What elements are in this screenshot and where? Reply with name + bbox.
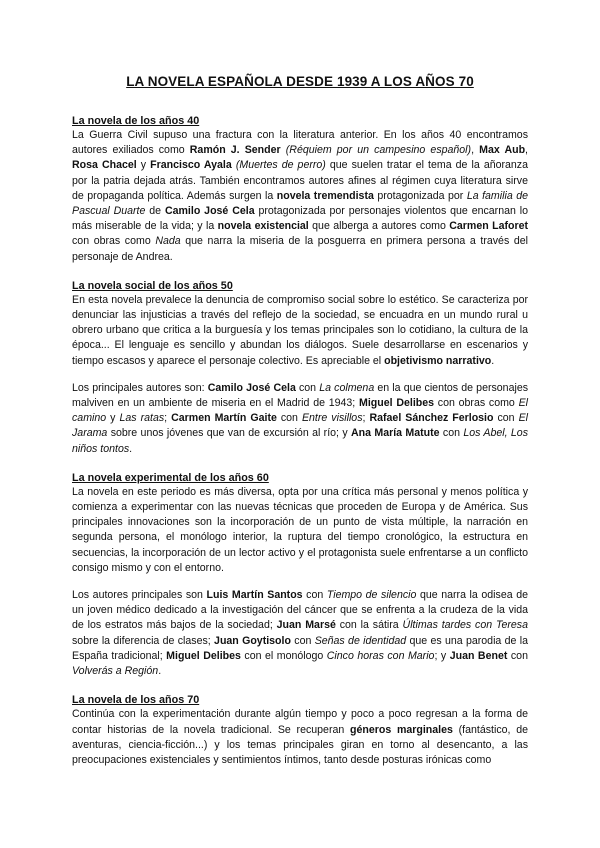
italic-run: El Jarama <box>72 412 529 440</box>
text-run: que suelen tratar el tema de la añoranza por la patria dejada atrás. También encontramos autores afines al régimen cuya literatura sirve de propaganda política. Además surgen la <box>72 159 528 202</box>
bold-run: Juan Benet <box>449 649 508 662</box>
paragraph <box>72 588 528 679</box>
text-run: con <box>507 649 528 662</box>
paragraph <box>72 381 528 457</box>
italic-run: Volverás a Región <box>72 665 159 678</box>
text-run: . <box>129 442 133 455</box>
section-heading: La novela de los años 40 <box>72 115 200 127</box>
bold-run: novela tremendista <box>276 189 374 202</box>
text-run: , <box>525 144 528 157</box>
italic-run: (Réquiem por un campesino español) <box>285 144 472 157</box>
text-run: con <box>295 381 320 394</box>
bold-run: Carmen Laforet <box>449 220 529 233</box>
text-run: sobre unos jóvenes que van de excursión al río; y <box>107 427 351 440</box>
section <box>72 472 528 679</box>
text-run: . <box>158 665 162 678</box>
bold-run: Carmen Martín Gaite <box>171 412 277 425</box>
paragraph <box>72 293 528 369</box>
bold-run: Rafael Sánchez Ferlosio <box>369 412 494 425</box>
text-run: con la sátira <box>335 619 403 632</box>
text-run: . <box>491 354 495 367</box>
paragraph <box>72 707 528 768</box>
text-run: Los principales autores son: <box>72 381 208 394</box>
text-run: Continúa con la experimentación durante algún tiempo y poco a poco regresan a la forma de contar historias de la novela tradicional. Se recuperan <box>72 708 528 736</box>
bold-run: novela existencial <box>217 220 309 233</box>
text-run: de <box>145 205 165 218</box>
text-run: (fantástico, de aventuras, ciencia-ficción...) y los temas principales giran en torno al desencanto, a las preocupaciones existenciales y sentimientos íntimos, tanto desde posturas irónicas como <box>72 723 528 766</box>
italic-run: Nada <box>155 235 181 248</box>
section <box>72 694 528 768</box>
section-heading: La novela de los años 70 <box>72 694 200 707</box>
section-heading: La novela experimental de los años 60 <box>72 471 269 484</box>
text-run: con <box>439 427 464 440</box>
text-run: ; y <box>434 649 450 662</box>
italic-run: Los Abel, Los niños tontos <box>72 427 528 455</box>
italic-run: Tiempo de silencio <box>326 589 417 602</box>
text-run: con obras como <box>72 235 156 248</box>
text-run: y <box>136 159 151 172</box>
bold-run: Ana María Matute <box>351 427 440 440</box>
text-run: Los autores principales son <box>72 589 207 602</box>
italic-run: (Muertes de perro) <box>235 159 326 172</box>
text-run: que alberga a autores como <box>308 220 450 233</box>
italic-run: Señas de identidad <box>314 634 407 647</box>
italic-run: La colmena <box>319 381 375 394</box>
text-run: que narra la miseria de la posguerra en primera persona a través del personaje de Andrea. <box>72 235 528 263</box>
text-run: , <box>471 144 480 157</box>
document-body <box>72 115 528 768</box>
italic-run: Las ratas <box>119 412 165 425</box>
text-run: en la que cientos de personajes malviven en un ambiente de miseria en el Madrid de 1943; <box>72 381 529 410</box>
paragraph <box>72 485 528 576</box>
text-run: con <box>302 589 327 602</box>
bold-run: Miguel Delibes <box>359 397 435 410</box>
text-run: protagonizada por personajes violentos que encarnan lo más miserable de la vida; y la <box>72 205 529 233</box>
bold-run: Camilo José Cela <box>164 205 255 218</box>
bold-run: Juan Goytisolo <box>214 634 291 647</box>
bold-run: Camilo José Cela <box>207 381 296 394</box>
text-run: con obras como <box>434 397 519 410</box>
text-run: con <box>290 634 315 647</box>
text-run: La novela en este periodo es más diversa, opta por una crítica más personal y menos política y comienza a experimentar con las nuevas técnicas que proceden de Europa y de América. Sus principales innovaciones son la incorporación de un punto de vista múltiple, la narración en segunda persona, el monólogo interior, la ruptura del tiempo cronológico, la estructura en secuencias, la incorporación de un lector activo y el protagonista suele enfrentarse a un conflicto consigo mismo y con el entorno. <box>72 485 528 574</box>
text-run: sobre la diferencia de clases; <box>72 634 215 647</box>
section <box>72 280 528 457</box>
paragraph <box>72 128 528 265</box>
text-run: protagonizada por <box>373 189 467 202</box>
bold-run: Rosa Chacel <box>72 159 137 172</box>
italic-run: Cinco horas con Mario <box>326 649 435 662</box>
bold-run: objetivismo narrativo <box>384 354 492 367</box>
text-run: que es una parodia de la España tradicional; <box>72 634 528 662</box>
text-run: ; <box>362 412 370 425</box>
section <box>72 115 528 265</box>
document-page <box>72 74 528 768</box>
bold-run: Luis Martín Santos <box>206 589 303 602</box>
text-run: En esta novela prevalece la denuncia de compromiso social sobre lo estético. Se caracteriza por denunciar las injusticias a través del reflejo de la sociedad, se encuadra en un mundo rural u obrero urbano que critica a la burguesía y los temas principales son lo cotidiano, la cultura de la época... El lenguaje es sencillo y abundan los diálogos. Suele desarrollarse en escenarios y tiempo escasos y aparece el personaje colectivo. Es apreciable el <box>72 293 528 367</box>
bold-run: Juan Marsé <box>276 619 336 632</box>
italic-run: La familia de Pascual Duarte <box>72 189 528 218</box>
text-run: y <box>106 412 120 425</box>
document-title: LA NOVELA ESPAÑOLA DESDE 1939 A LOS AÑOS 70 <box>126 74 474 89</box>
text-run: ; <box>164 412 172 425</box>
bold-run: Ramón J. Sender <box>189 144 281 157</box>
text-run: con el monólogo <box>240 649 327 662</box>
section-heading: La novela social de los años 50 <box>72 279 233 292</box>
text-run: con <box>276 412 302 425</box>
text-run: con <box>493 412 519 425</box>
italic-run: El camino <box>72 397 529 425</box>
bold-run: Max Aub <box>479 144 526 157</box>
bold-run: Francisco Ayala <box>150 159 232 172</box>
text-run: La Guerra Civil supuso una fractura con la literatura anterior. En los años 40 encontramos autores exiliados como <box>72 129 528 157</box>
bold-run: Miguel Delibes <box>166 649 241 662</box>
bold-run: géneros marginales <box>350 723 453 736</box>
italic-run: Entre visillos <box>301 412 363 425</box>
italic-run: Últimas tardes con Teresa <box>402 619 528 632</box>
text-run: que narra la odisea de un joven médico dedicado a la investigación del cáncer que se enfrenta a la crudeza de la vida de los estratos más bajos de la sociedad; <box>72 589 528 632</box>
